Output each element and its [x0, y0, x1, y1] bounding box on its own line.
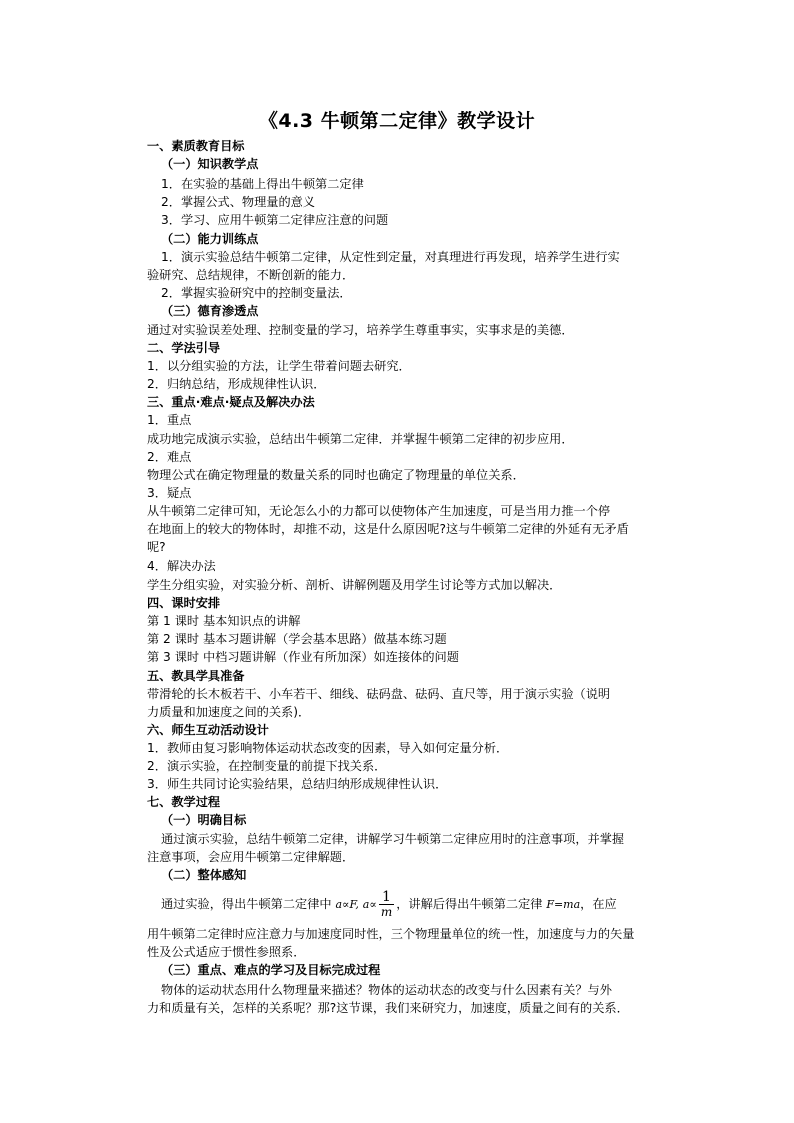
paragraph-line: 学生分组实验，对实验分析、剖析、讲解例题及用学生讨论等方式加以解决． [147, 578, 562, 592]
section-heading-2: 二、学法引导 [147, 341, 221, 355]
formula-a-prop-f: a∝F, [335, 898, 359, 911]
subheading-ability: （二）能力训练点 [161, 232, 259, 246]
subheading-keypoints: （三）重点、难点的学习及目标完成过程 [161, 963, 381, 977]
document-title: 《4.3 牛顿第二定律》教学设计 [258, 110, 536, 132]
list-item: 2．掌握公式、物理量的意义 [161, 195, 316, 209]
paragraph-line: 通过对实验误差处理、控制变量的学习，培养学生尊重事实，实事求是的美德． [147, 323, 574, 337]
list-item: 1．以分组实验的方法，让学生带着问题去研究． [147, 359, 411, 373]
subheading-objective: （一）明确目标 [161, 813, 247, 827]
formula-a-prop: a∝ [362, 898, 377, 911]
list-item: 2．掌握实验研究中的控制变量法． [161, 286, 352, 300]
point-label: 2．难点 [147, 450, 192, 464]
list-item: 1．在实验的基础上得出牛顿第二定律 [161, 177, 364, 191]
paragraph-line: 呢? [147, 540, 166, 554]
fraction-numerator: 1 [379, 890, 394, 905]
list-item: 2．演示实验，在控制变量的前提下找关系． [147, 759, 387, 773]
subheading-knowledge: （一）知识教学点 [161, 157, 259, 171]
subheading-overview: （二）整体感知 [161, 868, 247, 882]
formula-line [161, 888, 691, 921]
paragraph-line: 注意事项，会应用牛顿第二定律解题． [147, 850, 355, 864]
section-heading-5: 五、教具学具准备 [147, 669, 245, 683]
list-item: 第 3 课时 中档习题讲解（作业有所加深）如连接体的问题 [147, 650, 459, 664]
paragraph-line: 力质量和加速度之间的关系)． [147, 705, 311, 719]
list-item: 第 2 课时 基本习题讲解（学会基本思路）做基本练习题 [147, 632, 447, 646]
section-heading-1: 一、素质教育目标 [147, 139, 245, 153]
list-item: 3．学习、应用牛顿第二定律应注意的问题 [161, 213, 389, 227]
formula-suffix: ，在应 [580, 897, 617, 911]
paragraph-line: 在地面上的较大的物体时，却推不动，这是什么原因呢?这与牛顿第二定律的外延有无矛盾 [147, 522, 629, 536]
list-item: 第 1 课时 基本知识点的讲解 [147, 614, 301, 628]
fraction-denominator: m [380, 905, 393, 919]
subheading-moral: （三）德育渗透点 [161, 304, 259, 318]
point-label: 3．疑点 [147, 486, 192, 500]
paragraph-line: 成功地完成演示实验，总结出牛顿第二定律．并掌握牛顿第二定律的初步应用． [147, 432, 574, 446]
paragraph-line: 用牛顿第二定律时应注意力与加速度同时性，三个物理量单位的统一性，加速度与力的矢量 [147, 927, 635, 941]
formula-middle: ，讲解后得出牛顿第二定律 [396, 897, 543, 911]
section-heading-4: 四、课时安排 [147, 596, 221, 610]
formula-fraction [379, 890, 394, 919]
point-label: 4．解决办法 [147, 559, 216, 573]
paragraph-line: 通过演示实验，总结牛顿第二定律，讲解学习牛顿第二定律应用时的注意事项，并掌握 [161, 832, 625, 846]
section-heading-7: 七、教学过程 [147, 795, 221, 809]
list-item: 3．师生共同讨论实验结果，总结归纳形成规律性认识． [147, 777, 448, 791]
paragraph-line: 物体的运动状态用什么物理量来描述？物体的运动状态的改变与什么因素有关？与外 [161, 983, 612, 997]
paragraph-line: 性及公式适应于惯性参照系． [147, 945, 306, 959]
formula-newton-second: F=ma [546, 898, 581, 911]
paragraph-line: 带滑轮的长木板若干、小车若干、细线、砝码盘、砝码、直尺等，用于演示实验（说明 [147, 687, 611, 701]
list-item: 2．归纳总结，形成规律性认识． [147, 377, 326, 391]
paragraph-line: 验研究、总结规律，不断创新的能力． [147, 268, 355, 282]
point-label: 1．重点 [147, 413, 192, 427]
list-item: 1．教师由复习影响物体运动状态改变的因素，导入如何定量分析． [147, 741, 509, 755]
paragraph-line: 从牛顿第二定律可知，无论怎么小的力都可以使物体产生加速度，可是当用力推一个停 [147, 504, 611, 518]
formula-prefix: 通过实验，得出牛顿第二定律中 [161, 897, 332, 911]
section-heading-3: 三、重点·难点·疑点及解决办法 [147, 395, 315, 409]
section-heading-6: 六、师生互动活动设计 [147, 723, 269, 737]
paragraph-line: 物理公式在确定物理量的数量关系的同时也确定了物理量的单位关系． [147, 468, 525, 482]
paragraph-line: 力和质量有关，怎样的关系呢？那?这节课，我们来研究力，加速度，质量之间有的关系． [147, 1001, 629, 1015]
paragraph-line: 1．演示实验总结牛顿第二定律，从定性到定量，对真理进行再发现，培养学生进行实 [161, 250, 620, 264]
